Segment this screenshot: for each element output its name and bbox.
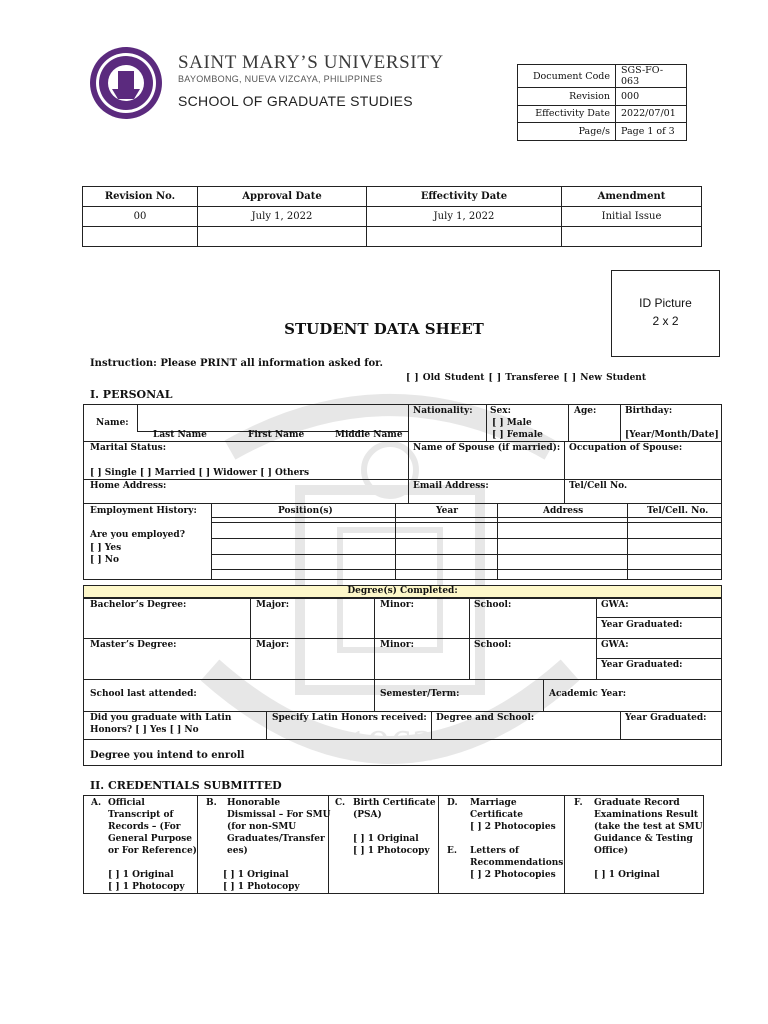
revision-table [82,186,702,247]
id-picture-box[interactable] [611,270,720,357]
latin-honors-question: Did you graduate with Latin [90,713,232,723]
email-label: Email Address: [413,481,489,491]
pages-label: Page/s [518,123,616,141]
revision-value: 000 [616,88,687,106]
col-divider [564,441,565,503]
effectivity-label: Effectivity Date [518,105,616,123]
row-divider [211,538,722,539]
col-divider [374,598,375,711]
amendment-header: Amendment [562,187,702,207]
credential-f-options[interactable]: [ ] 1 Original [594,870,660,880]
revision-label: Revision [518,88,616,106]
col-divider [438,795,439,894]
credential-a-letter: A. [91,798,102,808]
employed-yes-checkbox[interactable]: [ ] Yes [90,543,122,553]
first-name-label: First Name [248,430,305,440]
name-label: Name: [96,418,129,428]
col-divider [408,404,409,441]
row-divider [211,517,722,518]
row-divider [83,638,722,639]
bachelor-major-label: Major: [256,600,290,610]
col-divider [568,404,569,441]
master-minor-label: Minor: [380,640,414,650]
pages-value: Page 1 of 3 [616,123,687,141]
col-divider [197,795,198,894]
bachelor-year-label: Year Graduated: [601,620,683,630]
col-divider [620,711,621,739]
master-gwa-label: GWA: [601,640,629,650]
university-location: BAYOMBONG, NUEVA VIZCAYA, PHILIPPINES [178,74,383,84]
age-label: Age: [574,406,597,416]
last-name-label: Last Name [153,430,207,440]
credential-a-options[interactable]: [ ] 1 Original [ ] 1 Photocopy [108,870,185,892]
form-title: STUDENT DATA SHEET [284,320,484,338]
credential-f-letter: F. [574,798,583,808]
col-divider [596,598,597,679]
spouse-name-label: Name of Spouse (if married): [413,443,561,453]
marital-status-label: Marital Status: [90,443,167,453]
col-divider [543,679,544,711]
section-personal-heading: I. PERSONAL [90,388,173,401]
tel-header: Tel/Cell. No. [647,506,709,516]
doc-code-value: SGS-FO-063 [616,65,687,88]
latin-honors-options[interactable]: Honors? [ ] Yes [ ] No [90,725,199,735]
credential-c-options[interactable]: [ ] 1 Original [ ] 1 Photocopy [353,834,430,856]
address-header: Address [543,506,584,516]
bachelor-minor-label: Minor: [380,600,414,610]
approval-date-header: Approval Date [198,187,367,207]
nationality-label: Nationality: [413,406,473,416]
year-header: Year [436,506,458,516]
credential-e-letter: E. [447,846,457,856]
credential-b-letter: B. [206,798,217,808]
doc-code-label: Document Code [518,65,616,88]
student-type-options[interactable]: [ ] Old Student [ ] Transferee [ ] New Student [406,373,646,383]
school-name: SCHOOL OF GRADUATE STUDIES [178,93,413,109]
marital-status-options[interactable]: [ ] Single [ ] Married [ ] Widower [ ] Others [90,468,310,478]
col-divider [620,404,621,441]
effectivity-date-header: Effectivity Date [367,187,562,207]
col-divider [564,795,565,894]
university-name: SAINT MARY’S UNIVERSITY [178,52,444,73]
tel-label: Tel/Cell No. [569,481,628,491]
empty-cell[interactable] [83,227,198,247]
section-credentials-heading: II. CREDENTIALS SUBMITTED [90,779,282,792]
middle-name-label: Middle Name [335,430,403,440]
id-picture-label: ID Picture [639,296,692,310]
credential-e-options[interactable]: [ ] 2 Photocopies [470,870,556,880]
credential-f-text: Graduate Record Examinations Result (take the test at SMU Guidance & Testing Office) [594,798,703,856]
credential-a-text: Official Transcript of Records – (For General Purpose or For Reference) [108,798,197,856]
bachelor-degree-label: Bachelor’s Degree: [90,600,187,610]
bachelor-gwa-label: GWA: [601,600,629,610]
spouse-occupation-label: Occupation of Spouse: [569,443,683,453]
master-school-label: School: [474,640,512,650]
credential-d-options[interactable]: [ ] 2 Photocopies [470,822,556,832]
row-divider [211,554,722,555]
empty-cell[interactable] [562,227,702,247]
col-divider [431,711,432,739]
sex-label: Sex: [490,406,511,416]
year-graduated-label: Year Graduated: [625,713,707,723]
university-logo [88,45,164,121]
home-address-label: Home Address: [90,481,167,491]
birthday-format: [Year/Month/Date] [625,430,719,440]
credential-b-options[interactable]: [ ] 1 Original [ ] 1 Photocopy [223,870,300,892]
col-divider [486,404,487,441]
col-divider [408,441,409,503]
row-divider [83,441,722,442]
master-degree-label: Master’s Degree: [90,640,177,650]
credential-d-text: Marriage Certificate [470,798,523,820]
employment-history-label: Employment History: [90,506,197,516]
academic-year-label: Academic Year: [549,689,627,699]
effectivity-date-cell: July 1, 2022 [367,207,562,227]
col-divider [266,711,267,739]
row-divider [83,711,722,712]
last-school-label: School last attended: [90,689,197,699]
col-divider [137,404,138,432]
col-divider [469,598,470,679]
row-divider [211,522,722,523]
semester-label: Semester/Term: [380,689,460,699]
master-major-label: Major: [256,640,290,650]
empty-cell[interactable] [198,227,367,247]
credential-c-letter: C. [335,798,346,808]
bachelor-school-label: School: [474,600,512,610]
id-picture-size: 2 x 2 [652,314,679,328]
employed-no-checkbox[interactable]: [ ] No [90,555,120,565]
watermark-year: 1962 [346,721,434,770]
rev-no-header: Revision No. [83,187,198,207]
credential-e-text: Letters of Recommendations [470,846,564,868]
row-divider [596,617,722,618]
male-checkbox[interactable]: [ ] Male [492,418,532,428]
amendment-cell: Initial Issue [562,207,702,227]
degree-school-label: Degree and School: [436,713,535,723]
position-header: Position(s) [278,506,333,516]
row-divider [83,739,722,740]
degrees-completed-bar: Degree(s) Completed: [83,585,722,598]
female-checkbox[interactable]: [ ] Female [492,430,543,440]
credential-b-text: Honorable Dismissal – For SMU (for non-SMU Graduates/Transfer ees) [227,798,331,856]
credential-c-text: Birth Certificate (PSA) [353,798,436,820]
row-divider [83,679,722,680]
row-divider [211,569,722,570]
row-divider [83,479,722,480]
col-divider [250,598,251,679]
latin-honors-specify-label: Specify Latin Honors received: [272,713,427,723]
document-info-table [517,64,687,141]
effectivity-value: 2022/07/01 [616,105,687,123]
credential-d-letter: D. [447,798,458,808]
instruction-text: Instruction: Please PRINT all information asked for. [90,358,384,369]
row-divider [596,658,722,659]
approval-date-cell: July 1, 2022 [198,207,367,227]
empty-cell[interactable] [367,227,562,247]
rev-no-cell: 00 [83,207,198,227]
master-year-label: Year Graduated: [601,660,683,670]
employed-question: Are you employed? [90,530,185,540]
birthday-label: Birthday: [625,406,673,416]
degree-intend-label: Degree you intend to enroll [90,750,245,761]
